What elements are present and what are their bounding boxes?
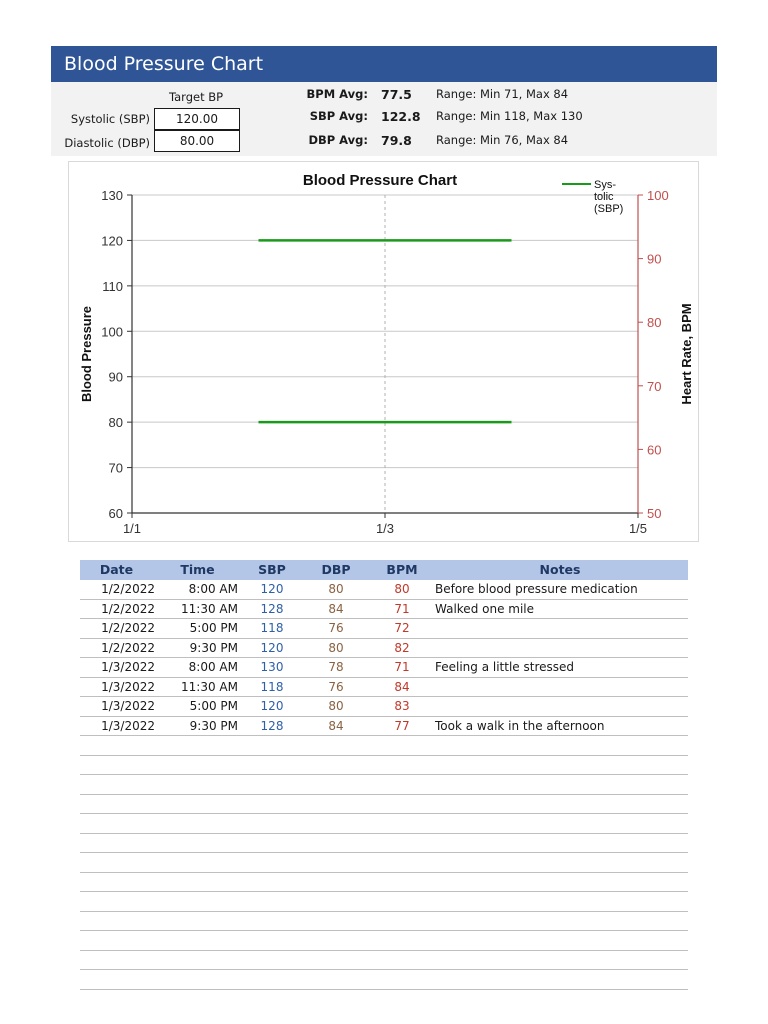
table-row[interactable] — [80, 580, 688, 600]
y-tick-label: 90 — [108, 369, 123, 385]
target-sbp-field[interactable]: 120.00 — [154, 108, 240, 130]
bpm-avg-label: BPM Avg: — [306, 87, 368, 101]
cell-sbp[interactable]: 128 — [260, 718, 284, 733]
y2-tick-label: 80 — [647, 315, 662, 331]
header-notes: Notes — [539, 562, 581, 577]
empty-row[interactable] — [80, 814, 688, 834]
y2-axis-label: Heart Rate, BPM — [679, 303, 694, 405]
y-axis-label: Blood Pressure — [79, 305, 94, 403]
y-tick-label: 80 — [108, 415, 123, 431]
cell-date[interactable]: 1/2/2022 — [101, 621, 155, 635]
empty-row[interactable] — [80, 912, 688, 932]
cell-sbp[interactable]: 118 — [260, 679, 284, 694]
y2-tick-label: 100 — [647, 188, 669, 203]
cell-date[interactable]: 1/3/2022 — [101, 679, 155, 694]
cell-bpm[interactable]: 72 — [394, 621, 410, 635]
bpm-range: Range: Min 71, Max 84 — [436, 87, 569, 101]
cell-date[interactable]: 1/2/2022 — [101, 582, 155, 596]
empty-row[interactable] — [80, 951, 688, 971]
empty-row[interactable] — [80, 795, 688, 815]
cell-bpm[interactable]: 71 — [394, 601, 410, 616]
cell-time[interactable]: 8:00 AM — [188, 582, 238, 596]
target-bp-label: Target BP — [169, 90, 224, 104]
empty-row[interactable] — [80, 775, 688, 795]
y-tick-label: 110 — [102, 278, 123, 294]
sbp-avg-value: 122.8 — [381, 109, 421, 124]
header-date: Date — [99, 562, 134, 577]
empty-row[interactable] — [80, 756, 688, 776]
y2-tick-label: 90 — [647, 251, 662, 267]
bpm-avg-value: 77.5 — [381, 87, 412, 102]
cell-dbp[interactable]: 80 — [328, 640, 344, 655]
table-row[interactable] — [80, 600, 688, 620]
header-bpm: BPM — [386, 562, 418, 577]
y-tick-label: 100 — [101, 324, 123, 340]
x-tick-label: 1/1 — [122, 521, 142, 536]
cell-dbp[interactable]: 76 — [328, 621, 344, 635]
y2-tick-label: 70 — [647, 378, 662, 394]
table-row[interactable] — [80, 717, 688, 737]
cell-dbp[interactable]: 78 — [328, 660, 344, 674]
cell-bpm[interactable]: 83 — [394, 699, 410, 713]
x-tick-label: 1/3 — [375, 521, 395, 536]
chart-frame — [68, 161, 699, 542]
summary-panel — [51, 82, 717, 156]
table-row[interactable] — [80, 639, 688, 659]
log-body — [80, 580, 688, 990]
cell-sbp[interactable]: 130 — [260, 660, 284, 674]
cell-notes[interactable]: Before blood pressure medication — [435, 582, 638, 596]
y-tick-label: 60 — [108, 506, 123, 521]
cell-date[interactable]: 1/3/2022 — [101, 718, 155, 733]
cell-date[interactable]: 1/2/2022 — [101, 601, 155, 616]
empty-row[interactable] — [80, 853, 688, 873]
cell-dbp[interactable]: 76 — [328, 679, 344, 694]
header-time: Time — [180, 562, 215, 577]
target-dbp-field[interactable]: 80.00 — [154, 130, 240, 152]
table-row[interactable] — [80, 697, 688, 717]
x-tick-label: 1/5 — [628, 521, 648, 536]
dbp-range: Range: Min 76, Max 84 — [436, 133, 569, 147]
cell-sbp[interactable]: 128 — [260, 601, 284, 616]
cell-bpm[interactable]: 80 — [394, 582, 410, 596]
diastolic-label: Diastolic (DBP) — [64, 136, 150, 150]
sbp-avg-label: SBP Avg: — [309, 109, 368, 123]
log-header — [80, 560, 688, 580]
y-tick-label: 120 — [101, 233, 123, 249]
cell-dbp[interactable]: 80 — [328, 582, 344, 596]
cell-notes[interactable]: Walked one mile — [435, 601, 535, 616]
cell-bpm[interactable]: 77 — [394, 718, 410, 733]
chart-title: Blood Pressure Chart — [302, 172, 458, 189]
header-dbp: DBP — [321, 562, 351, 577]
empty-row[interactable] — [80, 873, 688, 893]
y2-tick-label: 60 — [647, 442, 662, 458]
cell-date[interactable]: 1/2/2022 — [101, 640, 155, 655]
cell-time[interactable]: 11:30 AM — [181, 679, 238, 694]
dbp-avg-label: DBP Avg: — [308, 133, 368, 147]
cell-date[interactable]: 1/3/2022 — [101, 660, 155, 674]
cell-dbp[interactable]: 84 — [328, 601, 344, 616]
cell-time[interactable]: 5:00 PM — [189, 699, 238, 713]
y2-tick-label: 50 — [647, 506, 662, 521]
cell-time[interactable]: 9:30 PM — [189, 640, 238, 655]
table-row[interactable] — [80, 658, 688, 678]
cell-time[interactable]: 5:00 PM — [189, 621, 238, 635]
cell-date[interactable]: 1/3/2022 — [101, 699, 155, 713]
cell-notes[interactable]: Took a walk in the afternoon — [435, 718, 605, 733]
table-row[interactable] — [80, 619, 688, 639]
cell-sbp[interactable]: 118 — [260, 621, 284, 635]
empty-row[interactable] — [80, 970, 688, 990]
page-title: Blood Pressure Chart — [64, 53, 264, 75]
cell-bpm[interactable]: 84 — [394, 679, 410, 694]
cell-bpm[interactable]: 82 — [394, 640, 410, 655]
cell-sbp[interactable]: 120 — [260, 640, 284, 655]
y-tick-label: 130 — [101, 188, 123, 203]
empty-row[interactable] — [80, 834, 688, 854]
systolic-label: Systolic (SBP) — [70, 112, 150, 126]
cell-sbp[interactable]: 120 — [260, 699, 284, 713]
table-row[interactable] — [80, 678, 688, 698]
cell-sbp[interactable]: 120 — [260, 582, 284, 596]
empty-row[interactable] — [80, 736, 688, 756]
cell-time[interactable]: 11:30 AM — [181, 601, 238, 616]
empty-row[interactable] — [80, 892, 688, 912]
title-bar — [51, 46, 717, 82]
cell-notes[interactable]: Feeling a little stressed — [435, 660, 575, 674]
blood-pressure-chart — [69, 162, 700, 543]
cell-bpm[interactable]: 71 — [394, 660, 410, 674]
cell-time[interactable]: 8:00 AM — [188, 660, 238, 674]
header-sbp: SBP — [258, 562, 286, 577]
cell-dbp[interactable]: 84 — [328, 718, 344, 733]
dbp-avg-value: 79.8 — [381, 133, 412, 148]
reading-log — [80, 560, 688, 990]
cell-time[interactable]: 9:30 PM — [189, 718, 238, 733]
empty-row[interactable] — [80, 931, 688, 951]
cell-dbp[interactable]: 80 — [328, 699, 344, 713]
y-tick-label: 70 — [108, 460, 123, 476]
sbp-range: Range: Min 118, Max 130 — [436, 109, 583, 123]
legend-label: Sys-tolic (SBP) — [594, 179, 624, 215]
